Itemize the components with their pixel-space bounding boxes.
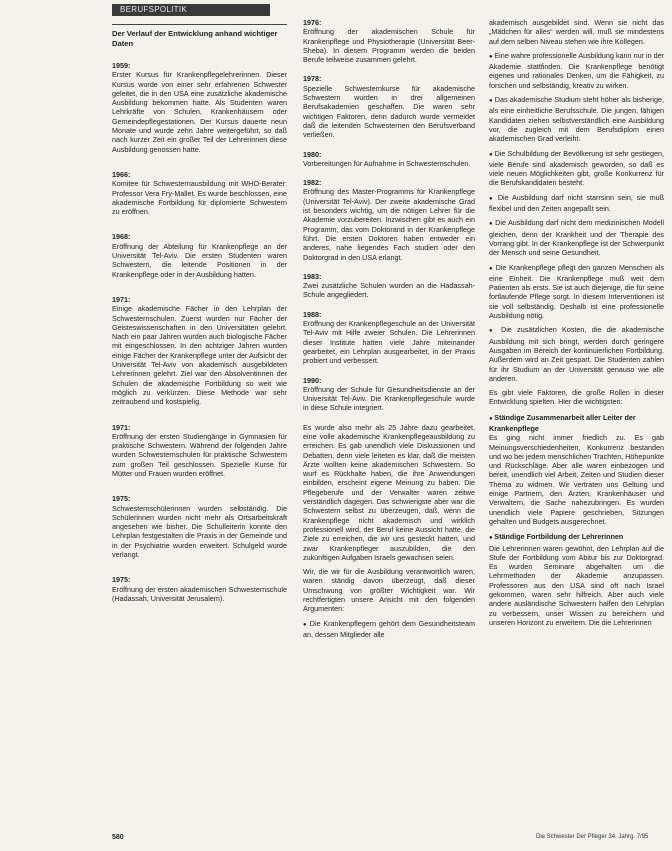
timeline-list — [112, 61, 287, 603]
timeline-entry — [112, 423, 287, 479]
timeline-entry — [112, 61, 287, 154]
column-3 — [489, 18, 664, 632]
argument-text — [489, 18, 664, 627]
argument-bullet: ● Die Krankenpflegern gehört dem Gesundheitsteam an, dessen Mitglieder alle — [303, 619, 475, 640]
argument-bullet: ● Eine wahre professionelle Ausbildung kann nur in der Akademie stattfinden. Die Krankenpflege benötigt eigenes und rationales Denken, um die Fähigkeit, zu forschen und selbständig, kreativ zu wirken. — [489, 51, 664, 90]
timeline-entry — [303, 376, 475, 413]
timeline-entry — [303, 74, 475, 139]
timeline-entry — [303, 150, 475, 169]
entry-text: Eröffnung der ersten Studiengänge in Gymnasien für praktische Schwestern. Während der folgenden Jahre wurden Schwesternschulen für praktische Schwestern zum großen Teil geschlossen. Spezielle Kurse für Mütter und Frauen wurden eröffnet. — [112, 431, 287, 478]
entry-year: 1971: — [112, 294, 131, 304]
timeline-list — [303, 18, 475, 639]
argument-bullet: ● Die Krankenpflege pflegt den ganzen Menschen als eine Einheit. Die Krankenpflege muß weit dem Patienten als ersts. Sie ist auch diejenige, die für seine fortlaufende Pflege sorgt. In diesem Interventionen ist sie voll selbständig. Deshalb ist eine professionelle Ausbildung nötig. — [489, 263, 664, 321]
entry-year: 1975: — [112, 575, 131, 585]
timeline-entry — [112, 170, 287, 216]
timeline-entry — [303, 310, 475, 366]
entry-year: 1971: — [112, 422, 131, 432]
timeline-entry — [303, 272, 475, 300]
entry-year: 1975: — [112, 494, 131, 504]
section-text: Die Lehrerinnen waren gewöhnt, den Lehrplan auf die Stufe der Fortbildung vom Abitur bis zur Doktorgrad. Es wurden Seminare abgehalten um die Lehrmethoden der Akademie anzupassen. Professoren aus den USA sind oft nach Israel gekommen, waren sehr hilfreich. Aber auch viele andere ausländische Schwestern halfen den Lehrplan zu verbessern, unser Wissen zu bereichern und unseren Horizont zu erweitern. Die die Lehrerinnen — [489, 543, 664, 627]
entry-year: 1980: — [303, 149, 322, 159]
timeline-entry — [112, 575, 287, 603]
page-number: 580 — [112, 834, 124, 841]
entry-text: Eröffnung der Schule für Gesundheitsdienste an der Universität Tel-Aviv. Die Krankenpflegeschule wurde in diese Schule integriert. — [303, 384, 475, 413]
section-heading: ● Ständige Fortbildung der Lehrerinnen — [489, 532, 664, 543]
section-text: Es ging nicht immer friedlich zu. Es gab Meinungsverschiedenheiten, Konkurrenz bestanden und wo bei jedem menschlichen Trachten, Höhepunkte und Rückschläge. Aber alle waren einbezogen und bereit, unendlich viel Arbeit, Zeiten und Studien dieser Thema zu widmen. Wir vertraten uns Geltung und einige Partnern, den Ärzten, Krankenhäuser und Verwaltern, die Sache nahezubringen. Es wurden unendlich viele Papiere geschrieben, Sitzungen gehalten und Budgets ausgerechnet. — [489, 433, 665, 526]
argument-bullet: ● Die Schulbildung der Bevölkerung ist sehr gestiegen, viele Berufe sind akademisch geworden, so daß es viele neuen Möglichkeiten gibt, große Konkurrenz für die Berufskandidaten besteht. — [489, 149, 664, 188]
entry-year: 1990: — [303, 375, 322, 385]
body-paragraph: Es gibt viele Faktoren, die große Rollen in dieser Entwicklung spielten. Hier die wichtigsten: — [489, 388, 664, 407]
timeline-entry — [303, 178, 475, 262]
argument-bullet: ● Das akademische Studium steht höher als bisherige, als eine einheitliche Berufsschule. Die jungen, fähigen Kandidaten ziehen selbstverständlich eine Ausbildung vor, die zugleich mit dem Berufsdiplom einen akademischen Grad verleiht. — [489, 95, 664, 143]
section-heading: ● Ständige Zusammenarbeit aller Leiter der Krankenpflege — [489, 413, 664, 434]
entry-text: Zwei zusätzliche Schulen wurden an die Hadassah-Schule angegliedert. — [303, 281, 475, 300]
entry-year: 1976: — [303, 18, 322, 27]
timeline-entry — [112, 295, 287, 407]
entry-text: Eröffnung des Master-Programms für Krankenpflege (Universität Tel-Aviv). Der zweite akademische Grad ist besonders wichtig, um die nötigen Lehrer für die Akademie vorzubereiten. Inzwischen gibt es auch ein Programm, das vom Doktorand in der Krankenpflege führt. Die ersten Doktoren haben entweder ein anderes, nahe liegendes Fach studiert oder den Doktorgrad in den USA erlangt. — [303, 187, 475, 262]
entry-text: Einige akademische Fächer in den Lehrplan der Schwesternschulen. Zuerst wurden nur Fächer der Geisteswissenschaften in den Universitäten gelehrt. Nach ein paar Jahren wurden auch biologische Fächer mit eingeschlossen. In den achtziger Jahren wurden einige Fächer der Krankenpflege unter der Aufsicht der Universität Tel-Aviv von akademisch ausgebildeten Lehrerinnen gelehrt. Ziel war den Absolventinnen der Schulen die akademische Fortbildung so weit wie möglich zu verkürzen. Diese Methode war sehr zeitraubend und kostspielig. — [112, 304, 287, 407]
timeline-entry — [112, 232, 287, 278]
entry-text: Eröffnung der Abteilung für Krankenpflege an der Universität Tel-Aviv. Die ersten Studenten waren Schwestern, die leitende Positionen in der Krankenpflege oder in der Ausbildung hatten. — [112, 241, 287, 279]
entry-year: 1968: — [112, 232, 131, 242]
body-paragraph: Wir, die wir für die Ausbildung verantwortlich waren, waren ständig davon überzeugt, daß dieser Umschwung von größter Wichtigkeit war. Wir rechtfertigten unsere Ansicht mit den folgenden Argumenten: — [303, 567, 475, 614]
column-1 — [112, 18, 287, 613]
timeline-entry — [112, 494, 287, 559]
timeline-entry — [303, 18, 475, 64]
argument-bullet: ● Die zusätzlichen Kosten, die die akademische Ausbildung mit sich bringt, werden durch geringere Ausgaben im Bereich der kontinuierlichen Fortbildung. Außerdem wird an Zeit gespart. Die Studenten zahlen für ihr Studium an der Universität genauso wie alle anderen. — [489, 325, 664, 383]
entry-text: Eröffnung der Krankenpflegeschule an der Universität Tel-Aviv mit Hilfe zweier Schulen. Die Lehrerinnen dieser Institute hatten viele Jahre miteinander gearbeitet, ein Lehrplan ausgearbeitet, in der Praxis probiert und verbessert. — [303, 319, 475, 366]
entry-text: Eröffnung der akademischen Schule für Krankenpflege und Physiotherapie (Universität Beer-Sheba). In diesem Programm werden die beiden Berufe teilweise zusammen gelehrt. — [303, 27, 475, 65]
entry-year: 1978: — [303, 74, 322, 84]
journal-source: Die Schwester Der Pfleger 34. Jahrg. 7/95 — [536, 834, 649, 840]
entry-text: Spezielle Schwesternkurse für akademische Schwestern wurden in drei allgemeinen Berufsakademien geschaffen. Die waren sehr wichtigen Faktoren, denn dadurch wurde vermeidet daß die leitenden Schwesternen den Berufsverband verließen. — [303, 83, 475, 140]
article-title: Der Verlauf der Entwicklung anhand wichtiger Daten — [112, 29, 278, 48]
column-2 — [303, 18, 475, 644]
body-paragraph: Es wurde also mehr als 25 Jahre dazu gearbeitet, eine volle akademische Krankenpflegeausbildung zu erreichen. Es gab unendlich viele Diskussionen und Debatten, denn viele leiteten es klar, daß die meisten Ärzte wollten keine akademischen Schwestern. So wurf es Rückhalte haben, die ihre Anwendungen einbilden, erscheint eigene Meinung zu haben. Die Pflegeberufe und der Verwalter waren zeitwe verständlich dagegen. Das schwierigste aber war die Schwestern selbst zu überzeugen, daß, wenn die Krankenpflege nicht akademisch und wirklich professionell wird, der Beruf keine Aussicht hatte, die Ziele zu erreichen, die wir uns gesteckt hatten, und zwar Krankenpfleger auszubilden, die den zukünftigen Aufgaben Israels gewachsen seien. — [303, 422, 475, 562]
title-rule — [112, 24, 287, 25]
argument-bullet: ● Die Ausbildung darf nicht starrsinn sein, sie muß flexibel und den Zeiten angepaßt sein. — [489, 193, 664, 214]
entry-year: 1983: — [303, 271, 322, 281]
entry-text: Eröffnung der ersten akademischen Schwesternschule (Hadassah, Universität Jerusalem). — [112, 584, 287, 603]
entry-year: 1959: — [112, 61, 131, 70]
body-paragraph: akademisch ausgebildet sind. Wenn sie nicht das „Mädchen für alles“ werden will, muß sie mindestens auf dem selben Niveau stehen wie ihre Kollegen. — [489, 18, 664, 46]
entry-text: Vorbereitungen für Aufnahme in Schwesternschulen. — [303, 158, 471, 168]
entry-text: Erster Kursus für Krankenpflegelehrerinnen. Dieser Kursus wurde von einer sehr erfahrenen Schwester geleitet, die in den USA eine zusätzliche akademische Ausbildung bekommen hatte. Als Studenten waren Lehrkräfte von Schulen, Krankenhäusern oder Gemeindepflegestationen. Der Kursus dauerte neun Monate und wurde zehn Jahre weitergeführt, so daß nach kurzer Zeit ein großer Teil der Lehrerinnen diese Ausbildung genossen hatte. — [112, 70, 287, 154]
entry-text: Schwesternschülerinnen wurden selbständig. Die Schülerinnen wurden nicht mehr als Ortsarbeitskraft angesehen wie bisher. Die Schulleiterin konnte den Lehrplan festgestalten die Praxis in der Gemeinde und in der Psychiatrie wurden erweitert. Schulgeld wurde verlangt. — [112, 503, 287, 560]
entry-year: 1988: — [303, 309, 322, 319]
argument-bullet: ● Die Ausbildung darf nicht dem medizinischen Modell gleichen, denn der Krankheit und der Therapie des Vorrang gibt. In der Krankenpflege ist der Schwerpunkt der Mensch und seine Gesundheit. — [489, 218, 664, 257]
entry-text: Komitee für Schwesternausbildung mit WHO-Berater: Professor Vera Fry-Mallet. Es wurde beschlossen, eine akademische Fortbildung für diplomierte Schwestern zu eröffnen. — [112, 179, 287, 217]
entry-year: 1982: — [303, 178, 322, 188]
entry-year: 1966: — [112, 169, 131, 179]
section-header: BERUFSPOLITIK — [112, 4, 270, 16]
